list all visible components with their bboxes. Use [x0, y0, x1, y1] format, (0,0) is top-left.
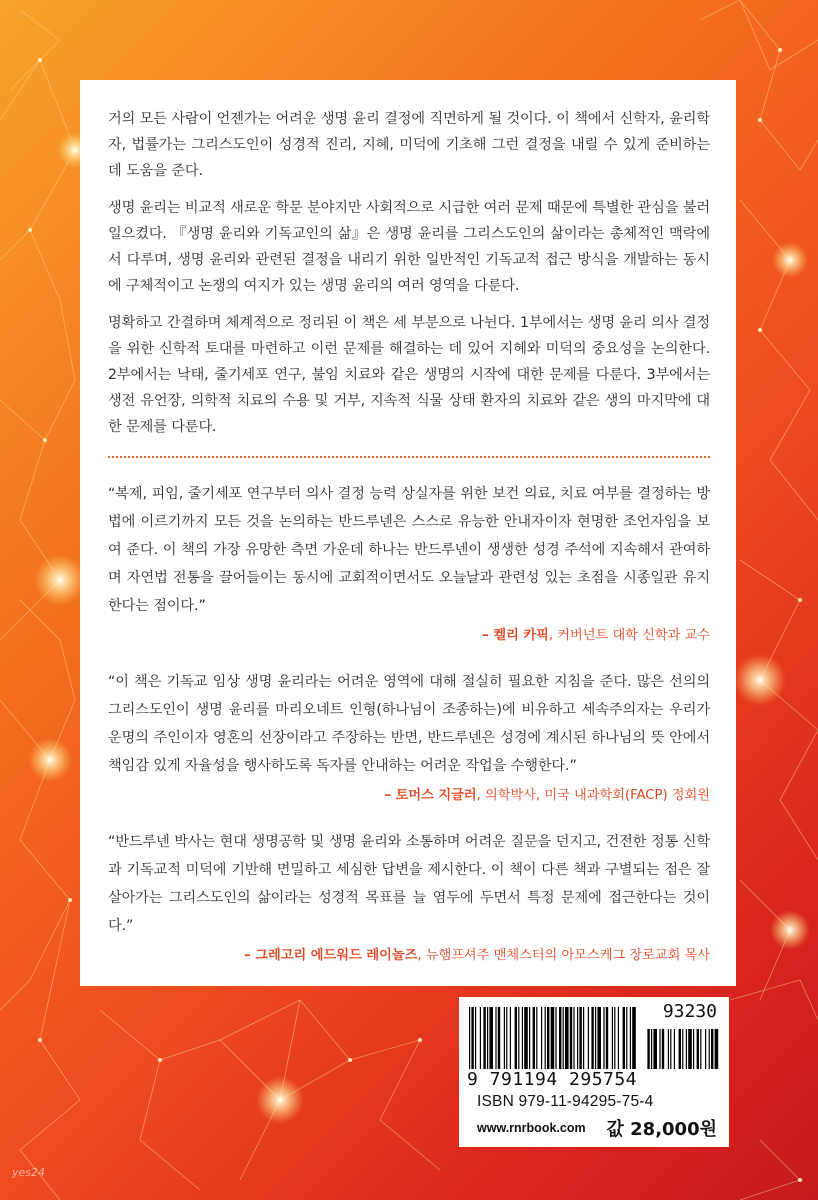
- endorser-role: , 뉴햄프셔주 맨체스터의 아모스케그 장로교회 목사: [417, 948, 710, 963]
- barcode-addon-bar: [705, 1029, 706, 1069]
- barcode-bar: [614, 1007, 615, 1069]
- endorser-name: – 그레고리 에드워드 레이놀즈: [244, 948, 418, 963]
- barcode-bar: [597, 1007, 601, 1069]
- barcode-addon-bar: [659, 1029, 660, 1069]
- watermark: yes24: [12, 1166, 46, 1179]
- barcode-bar: [565, 1007, 569, 1069]
- barcode-bar: [545, 1007, 546, 1069]
- intro-paragraph: 거의 모든 사람이 언젠가는 어려운 생명 윤리 결정에 직면하게 될 것이다. 이 책에서 신학자, 윤리학자, 법률가는 그리스도인이 성경적 진리, 지혜, 미덕에 기초해 그런 결정을 내릴 수 있게 준비하는 데 도움을 준다.: [108, 111, 710, 179]
- barcode-bar: [522, 1007, 523, 1069]
- barcode-bar: [504, 1007, 505, 1069]
- barcode-bar: [603, 1007, 604, 1069]
- barcode-bar: [588, 1007, 589, 1069]
- intro-paragraph: 생명 윤리는 비교적 새로운 학문 분야지만 사회적으로 시급한 여러 문제 때문에 특별한 관심을 불러일으켰다. 『생명 윤리와 기독교인의 삶』은 생명 윤리를 그리스도인의 삶이라는 총체적인 맥락에서 다루며, 생명 윤리와 관련된 결정을 내리기 위한 일반적인 기독교적 접근 방식을 개발하는 동시에 구체적이고 논쟁의 여지가 있는 생명 윤리의 여러 영역을 다룬다.: [108, 200, 710, 294]
- intro-paragraph: 명확하고 간결하며 체계적으로 정리된 이 책은 세 부분으로 나뉜다. 1부에서는 생명 윤리 의사 결정을 위한 신학적 토대를 마련하고 이런 문제를 해결하는 데 있어 지혜와 미덕의 중요성을 논의한다. 2부에서는 낙태, 줄기세포 연구, 불임 치료와 같은 생명의 시작에 대한 문제를 다룬다. 3부에서는 생전 유언장, 의학적 치료의 수용 및 거부, 지속적 식물 상태 환자의 치료와 같은 생의 마지막에 대한 문제를 다룬다.: [108, 315, 710, 435]
- barcode-addon-bar: [647, 1029, 649, 1069]
- barcode-bar: [595, 1007, 596, 1069]
- barcode-digits: 9 791194 295754: [467, 1069, 638, 1090]
- barcode-bar: [563, 1007, 564, 1069]
- endorser-name: – 켈리 카픽: [482, 628, 549, 643]
- barcode-bar: [483, 1007, 485, 1069]
- barcode-bar: [570, 1007, 572, 1069]
- barcode-addon-bar: [653, 1029, 657, 1069]
- endorsement-attribution: [108, 786, 710, 806]
- barcode-addon-bar: [674, 1029, 675, 1069]
- barcode-bar: [495, 1007, 496, 1069]
- barcode-bar: [573, 1007, 574, 1069]
- price-label: 값 28,000원: [606, 1119, 717, 1140]
- barcode-bar: [632, 1007, 636, 1069]
- barcode-bar: [506, 1007, 507, 1069]
- barcode-bar: [612, 1007, 613, 1069]
- barcode-bar: [498, 1007, 500, 1069]
- dotted-divider: [108, 456, 710, 458]
- barcode-addon-bar: [651, 1029, 652, 1069]
- barcode-bar: [626, 1007, 627, 1069]
- barcode-bar: [529, 1007, 530, 1069]
- endorser-role: , 커버넌트 대학 신학과 교수: [548, 628, 710, 643]
- endorsement-quote: “반드루넨 박사는 현대 생명공학 및 생명 윤리와 소통하며 어려운 질문을 던지고, 건전한 정통 신학과 기독교적 미덕에 기반해 면밀하고 세심한 답변을 제시한다. 이 책이 다른 책과 구별되는 점은 잘 살아가는 그리스도인의 삶이라는 성경적 목표를 늘 염두에 두면서 특정 문제에 접근한다는 것이다.”: [108, 834, 710, 934]
- barcode-bar: [518, 1007, 519, 1069]
- barcode-addon-bar: [709, 1029, 710, 1069]
- barcode-bar: [469, 1007, 470, 1069]
- barcode-bar: [591, 1007, 593, 1069]
- barcode-addon-bar: [700, 1029, 701, 1069]
- barcode-bar: [555, 1007, 556, 1069]
- barcode-addon-digits: 93230: [662, 1001, 717, 1022]
- barcode-bar: [541, 1007, 542, 1069]
- barcode-bar: [630, 1007, 631, 1069]
- barcode-bar: [606, 1007, 608, 1069]
- barcode-bar: [577, 1007, 578, 1069]
- barcode-bar: [618, 1007, 619, 1069]
- endorsement-attribution: [108, 946, 710, 966]
- barcode-addon-bar: [697, 1029, 699, 1069]
- endorser-name: – 토머스 지글러: [384, 788, 477, 803]
- endorser-role: , 의학박사, 미국 내과학회(FACP) 정회원: [476, 788, 710, 803]
- barcode-addon-bar: [688, 1029, 692, 1069]
- back-cover-text-panel: [80, 80, 736, 986]
- isbn-text: ISBN 979-11-94295-75-4: [477, 1093, 654, 1110]
- barcode-bar: [489, 1007, 493, 1069]
- barcode-bar: [533, 1007, 535, 1069]
- barcode-bar: [480, 1007, 481, 1069]
- endorsement-quote: “복제, 피임, 줄기세포 연구부터 의사 결정 능력 상실자를 위한 보건 의료, 치료 여부를 결정하는 방법에 이르기까지 모든 것을 논의하는 반드루넨은 스스로 유능한 안내자이자 현명한 조언자임을 보여 준다. 이 책의 가장 유망한 측면 가운데 하나는 반드루넨이 생생한 성경 주석에 지속해서 관여하며 자연법 전통을 끌어들이는 동시에 교회적이면서도 오늘날과 관련성 있는 초점을 시종일관 유지한다는 점이다.”: [108, 486, 710, 614]
- barcode-addon-bar: [662, 1029, 664, 1069]
- barcode-bar: [536, 1007, 537, 1069]
- barcode-addon-bar: [670, 1029, 671, 1069]
- barcode-addon-bar: [682, 1029, 683, 1069]
- barcode-bar: [623, 1007, 625, 1069]
- barcode-addon-bar: [679, 1029, 681, 1069]
- barcode-bar: [547, 1007, 549, 1069]
- endorsement-attribution: [108, 626, 710, 646]
- endorsement-quote: “이 책은 기독교 임상 생명 윤리라는 어려운 영역에 대해 절실히 필요한 지침을 준다. 많은 선의의 그리스도인이 생명 윤리를 마리오네트 인형(하나님이 조종하는)에 비유하고 세속주의자는 우리가 운명의 주인이자 영혼의 선장이라고 주장하는 반면, 반드루넨은 성경에 계시된 하나님의 뜻 안에서 책임감 있게 자율성을 행사하도록 독자를 안내하는 어려운 작업을 수행한다.”: [108, 674, 710, 774]
- barcode-addon-bar: [693, 1029, 694, 1069]
- barcode-bar: [524, 1007, 528, 1069]
- barcode-bar: [471, 1007, 473, 1069]
- barcode-addon-bar: [715, 1029, 719, 1069]
- barcode-box: [459, 997, 729, 1147]
- barcode-bar: [551, 1007, 555, 1069]
- barcode-bar: [583, 1007, 584, 1069]
- publisher-website: www.rnrbook.com: [477, 1121, 586, 1135]
- barcode-bar: [515, 1007, 517, 1069]
- barcode-addon-bar: [668, 1029, 669, 1069]
- barcode-bar: [487, 1007, 488, 1069]
- barcode-bar: [559, 1007, 561, 1069]
- barcode-addon-bar: [711, 1029, 713, 1069]
- barcode-bar: [510, 1007, 511, 1069]
- barcode-bar: [475, 1007, 476, 1069]
- barcode-addon-bar: [686, 1029, 687, 1069]
- barcode-bar: [579, 1007, 581, 1069]
